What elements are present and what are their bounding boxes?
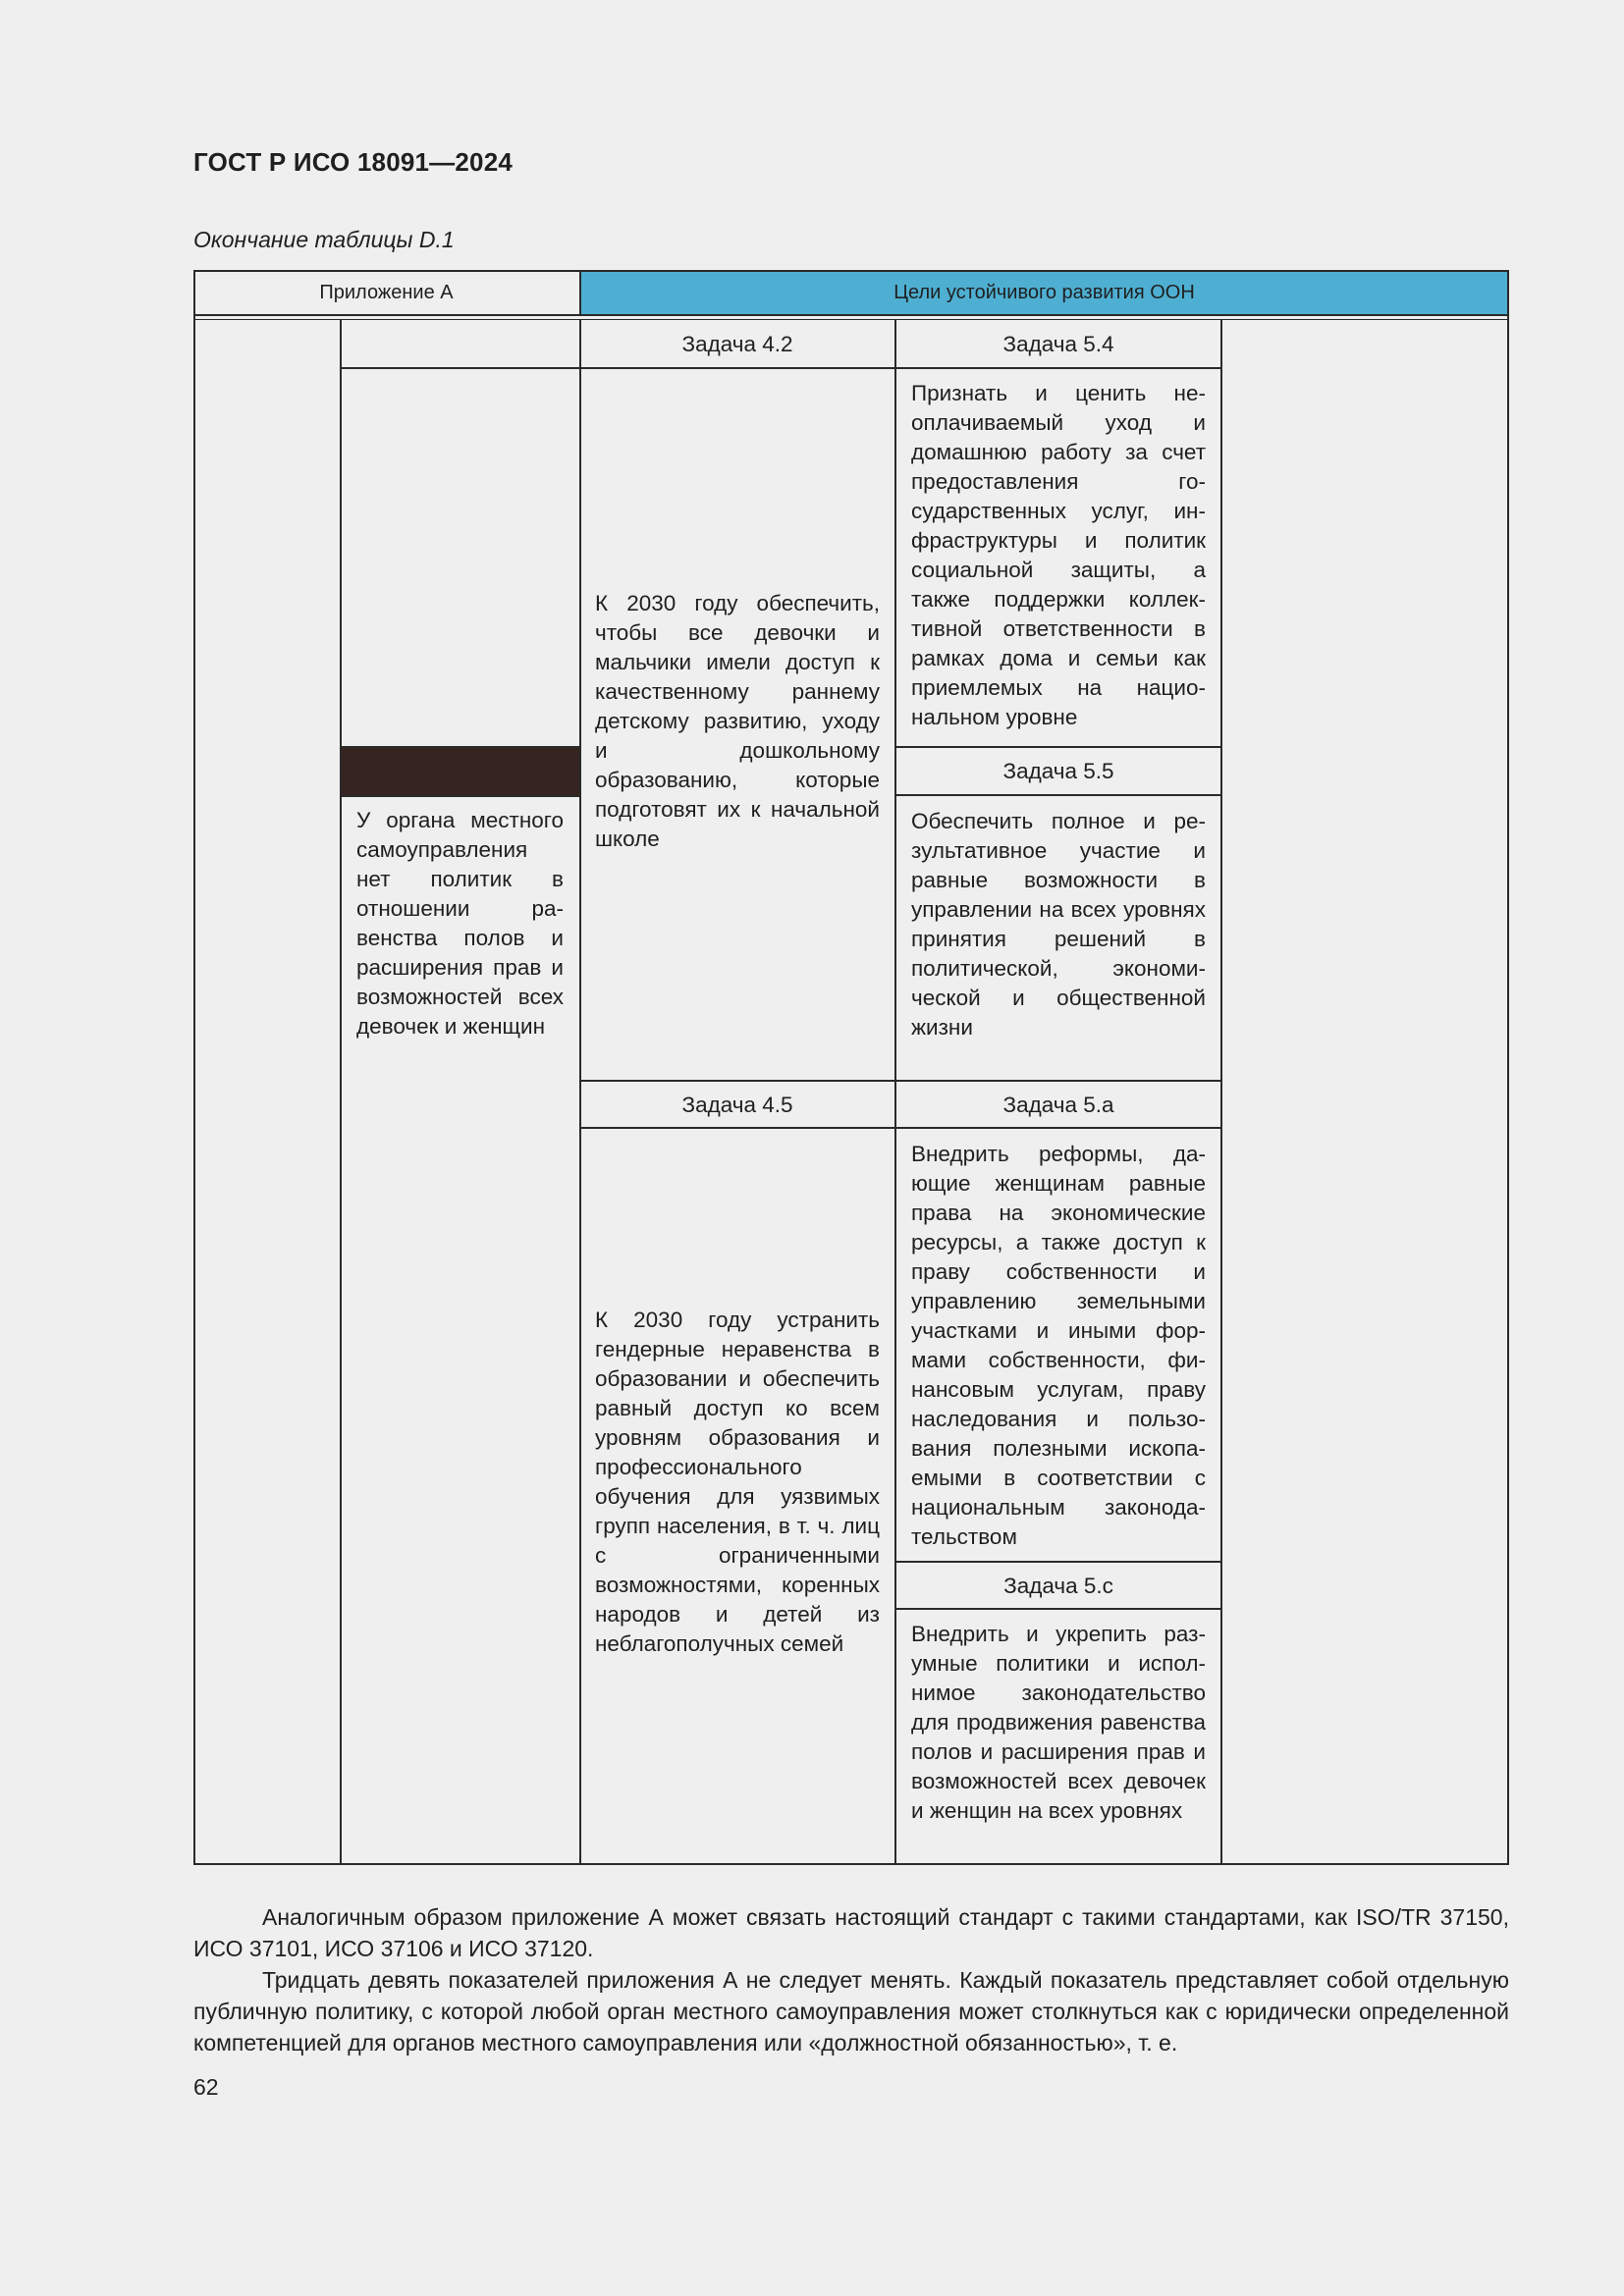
body-paragraph-2 <box>193 1964 1509 2058</box>
task-4-2-title: Задача 4.2 <box>681 331 793 356</box>
rule-task-5-c-top <box>894 1561 1222 1563</box>
rule-section-2-titles <box>579 1127 1222 1129</box>
col-line-4 <box>1220 319 1222 1865</box>
column-header-appendix-a: Приложение А <box>193 270 579 316</box>
col-line-3 <box>894 319 896 1865</box>
rule-task-5-5-bottom <box>894 794 1222 796</box>
task-5-c-title: Задача 5.c <box>1003 1573 1113 1598</box>
appendix-a-indicator-text: У органа местного самоуправления нет политик в отношении равенства полов и расширения прав и возможностей всех девочек и женщин <box>356 808 564 1039</box>
column-header-un-sdg: Цели устойчивого развития ООН <box>579 270 1509 316</box>
header-rule-2 <box>193 319 1509 320</box>
paragraph-1-text: Аналогичным образом приложение А может связать настоящий стандарт с такими стандартами, как ISO/TR 37150, ИСО 37101, ИСО 37106 и ИСО 37120. <box>193 1904 1509 1961</box>
task-4-5-text: К 2030 году устранить гендерные неравенства в образовании и обеспечить равный доступ ко всем уровням образования и профессионального обучения для уязвимых групп населения, в т. ч. лиц с ограниченными возможностями, коренных народов и детей из неблагополучных семей <box>595 1308 880 1656</box>
rule-dark-band-top <box>340 746 580 748</box>
task-4-2-text: К 2030 году обеспечить, чтобы все девочки и мальчики имели доступ к качественному раннему детскому развитию, уходу и дошкольному образованию, которые подготовят их к начальной школе <box>595 591 880 851</box>
task-5-4-title: Задача 5.4 <box>1002 331 1114 356</box>
task-5-5-text: Обеспечить полное и результативное участие и равные возможности в управлении на всех уровнях принятия решений в политической, экономической и общественной жизни <box>911 809 1206 1040</box>
task-5-5-title: Задача 5.5 <box>1002 759 1114 783</box>
header-divider <box>579 270 581 316</box>
rule-section-2-top <box>579 1080 1222 1082</box>
header-rule-1 <box>193 314 1509 316</box>
document-code: ГОСТ Р ИСО 18091—2024 <box>193 147 514 177</box>
rule-task-5-5-top <box>894 746 1222 748</box>
task-4-5-title: Задача 4.5 <box>681 1092 793 1117</box>
dark-band <box>341 747 579 796</box>
rule-task-5-c-bottom <box>894 1608 1222 1610</box>
col-line-2 <box>579 319 581 1865</box>
paragraph-2-text: Тридцать девять показателей приложения А не следует менять. Каждый показатель представляет собой отдельную публичную политику, с которой любой орган местного самоуправления может столкнуться как с юридически определенной компетенцией для органов местного самоуправления или «должностной обязанностью», т. е. <box>193 1967 1509 2056</box>
rule-under-task-titles <box>340 367 1222 369</box>
task-5-a-text: Внедрить реформы, дающие женщинам равные права на экономические ресурсы, а также доступ к праву собственности и управлению земельными участками и иными формами собственности, финансовым услугам, праву наследования и пользования полезными ископаемыми в соответствии с национальным законодательством <box>911 1142 1206 1549</box>
table-border-top <box>193 270 1509 272</box>
table-border-right <box>1507 270 1509 1865</box>
table-caption: Окончание таблицы D.1 <box>193 227 455 252</box>
col-line-1 <box>340 319 342 1865</box>
task-5-c-text: Внедрить и укрепить разумные политики и исполнимое законодательство для продвижения равенства полов и расширения прав и возможностей всех девочек и женщин на всех уровнях <box>911 1622 1206 1823</box>
rule-dark-band-bottom <box>340 795 580 797</box>
body-paragraph-1 <box>193 1901 1509 1964</box>
task-5-a-title: Задача 5.a <box>1002 1092 1114 1117</box>
table-border-left <box>193 270 195 1865</box>
task-5-4-text: Признать и ценить неоплачиваемый уход и домашнюю работу за счет предоставления государственных услуг, инфраструктуры и политик социальной защиты, а также поддержки коллективной ответственности в рамках дома и семьи как приемлемых на национальном уровне <box>911 381 1206 729</box>
table-border-bottom <box>193 1863 1509 1865</box>
page-number: 62 <box>193 2074 219 2100</box>
